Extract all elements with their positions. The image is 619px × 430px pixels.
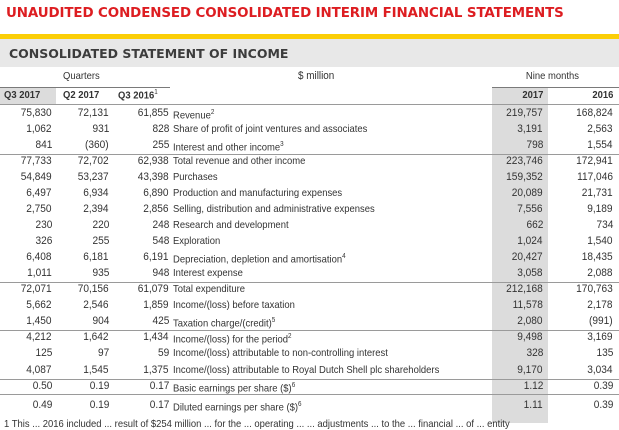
q3-2017-value: 0.50 [32,380,52,392]
nine-months-2017-value: 223,746 [506,155,543,167]
nine-months-2017-value: 3,058 [517,267,543,279]
line-item-label [173,201,375,217]
page-heading: UNAUDITED CONDENSED CONSOLIDATED INTERIM FINANCIAL STATEMENTS [6,6,564,21]
q2-2017-value: 2,394 [83,203,109,215]
nine-months-2017-value: 20,089 [512,187,543,199]
table-row [0,362,619,378]
q2-2017-value: 935 [92,267,109,279]
nine-months-2016-value: 168,824 [576,107,613,119]
nine-months-2017-value: 3,191 [517,123,543,135]
q3-2017-value: 54,849 [21,171,52,183]
nine-months-2016-value: 3,169 [587,331,613,343]
q3-2017-value: 75,830 [21,107,52,119]
line-item-label [173,345,388,361]
q3-2017-header: Q3 2017 [4,89,41,101]
line-item-text: Selling, distribution and administrative expenses [173,203,375,215]
statement-title: CONSOLIDATED STATEMENT OF INCOME [9,46,289,61]
nine-months-2016-value: 21,731 [582,187,613,199]
q3-2016-value: 43,398 [138,171,169,183]
table-row [0,233,619,249]
footnote-marker: 3 [280,141,284,148]
q3-2016-value: 62,938 [138,155,169,167]
q3-2016-value: 59 [157,347,169,359]
line-item-text: Share of profit of joint ventures and associates [173,123,368,135]
line-item-text: Income/(loss) before taxation [173,299,295,311]
nine-months-2017-value: 219,757 [506,107,543,119]
nine-months-2016-value: 0.39 [593,399,613,411]
q3-2016-value: 425 [152,315,169,327]
q3-2016-value: 1,434 [143,331,169,343]
q2-2017-value: 97 [97,347,109,359]
footnote-marker: 6 [291,382,296,389]
q2-2017-value: 931 [92,123,109,135]
table-row [0,297,619,313]
q3-2016-value: 6,890 [143,187,169,199]
table-row [0,217,619,233]
nine-months-2016-value: 0.39 [593,380,613,392]
q3-2016-value: 248 [152,219,169,231]
nine-months-2017-value: 212,168 [506,283,543,295]
line-item-label [173,397,302,416]
nine-months-2016-header: 2016 [591,89,613,101]
line-item-text: Taxation charge/(credit) [173,317,272,330]
q2-2017-value: 1,642 [83,331,109,343]
nine-months-2017-value: 2,080 [517,315,543,327]
q3-2017-value: 6,408 [26,251,52,263]
table-row [0,201,619,217]
q3-2017-value: 72,071 [21,283,52,295]
table-row [0,137,619,153]
line-item-text: Basic earnings per share ($) [173,382,292,395]
q3-2016-value: 2,856 [143,203,169,215]
q3-2016-value: 548 [152,235,169,247]
line-item-text: Diluted earnings per share ($) [173,401,299,414]
nine-months-2016-value: 734 [596,219,613,231]
q2-2017-header: Q2 2017 [63,89,100,101]
q2-2017-value: 0.19 [89,380,109,392]
q2-2017-value: 255 [92,235,109,247]
q3-2017-value: 4,212 [26,331,52,343]
q3-2017-value: 0.49 [32,399,52,411]
q3-2017-value: 1,062 [26,123,52,135]
nine-months-2017-value: 9,498 [517,331,543,343]
q3-2016-value: 1,375 [143,364,169,376]
q2-2017-value: 6,934 [83,187,109,199]
table-row [0,265,619,281]
nine-months-2016-value: 170,763 [576,283,613,295]
line-item-label [173,362,439,378]
line-item-text: Interest expense [173,267,243,279]
footnote-fragment: 1 This ... 2016 included ... result of $254 million ... for the ... operating ... ... adjustments ... to the ... financial ... of ... entity [4,418,510,430]
nine-months-2016-value: 172,941 [576,155,613,167]
footnote-marker: 6 [298,401,302,408]
q2-2017-value: 0.19 [89,399,109,411]
nine-months-2016-value: 2,178 [587,299,613,311]
q2-2017-value: 53,237 [78,171,109,183]
q3-2016-header [118,89,158,102]
nine-months-2017-value: 1.12 [523,380,543,392]
nine-months-2017-value: 798 [526,139,543,151]
line-item-label [173,169,218,185]
line-item-label [173,121,367,137]
nine-months-2017-value: 328 [526,347,543,359]
nine-months-2017-value: 20,427 [512,251,543,263]
nine-months-2017-value: 11,578 [512,299,543,311]
nine-months-2017-value: 7,556 [517,203,543,215]
q2-2017-value: 1,545 [83,364,109,376]
line-item-label [173,153,305,169]
q3-2016-value: 1,859 [143,299,169,311]
q3-2016-value: 948 [152,267,169,279]
q2-2017-value: 220 [92,219,109,231]
line-item-text: Production and manufacturing expenses [173,187,343,199]
line-item-label [173,217,289,233]
q2-2017-value: 72,702 [78,155,109,167]
q3-2017-value: 1,011 [27,267,52,279]
nine-months-2016-value: 2,563 [587,123,613,135]
nine-months-2017-value: 1.11 [524,399,543,411]
line-item-label [173,185,342,201]
line-item-text: Total revenue and other income [173,155,306,167]
q3-2016-value: 0.17 [149,399,169,411]
line-item-label [173,265,243,281]
nine-months-2017-header: 2017 [521,89,543,101]
nine-months-2016-value: 135 [596,347,613,359]
nine-months-2017-value: 662 [526,219,543,231]
table-row [0,105,619,121]
line-item-label [173,297,295,313]
nine-months-2016-value: 1,554 [587,139,613,151]
line-item-text: Income/(loss) for the period [173,333,289,346]
q3-2017-value: 6,497 [26,187,52,199]
q3-2016-header-note: 1 [154,89,158,96]
line-item-text: Exploration [173,235,221,247]
table-row [0,345,619,361]
nine-months-2016-value: 9,189 [587,203,613,215]
q3-2017-value: 230 [35,219,52,231]
nine-months-2016-value: 1,540 [587,235,613,247]
nine-months-2016-value: 2,088 [587,267,613,279]
quarters-rule [0,87,170,88]
footnote-marker: 4 [342,253,346,260]
q2-2017-value: (360) [85,139,109,151]
footnote-marker: 2 [210,109,215,116]
nine-months-2016-value: 3,034 [587,364,613,376]
table-row [0,169,619,185]
footnote-marker: 5 [271,317,276,324]
q2-2017-value: 70,156 [78,283,109,295]
line-item-label [173,281,245,297]
line-item-text: Income/(loss) attributable to non-controlling interest [173,347,388,359]
nine-months-2017-value: 1,024 [517,235,543,247]
q3-2017-value: 4,087 [26,364,52,376]
table-row [0,313,619,329]
unit-header: $ million [298,70,335,82]
nine-months-2017-value: 9,170 [517,364,543,376]
q3-2016-header-text: Q3 2016 [118,89,155,102]
q2-2017-value: 6,181 [83,251,109,263]
nine-months-header: Nine months [525,70,579,82]
table-row [0,249,619,265]
eps-rule [0,394,619,395]
q3-2017-value: 841 [35,139,52,151]
table-row [0,329,619,345]
table-row [0,281,619,297]
line-item-text: Income/(loss) attributable to Royal Dutch Shell plc shareholders [173,364,440,376]
q2-2017-value: 72,131 [78,107,109,119]
line-item-text: Revenue [173,109,211,122]
line-item-text: Research and development [173,219,289,231]
q3-2016-value: 255 [152,139,169,151]
nine-months-2017-value: 159,352 [506,171,543,183]
table-row [0,397,619,413]
q3-2017-value: 326 [35,235,52,247]
q3-2017-value: 1,450 [26,315,52,327]
line-item-text: Depreciation, depletion and amortisation [173,253,343,266]
q3-2016-value: 61,855 [138,107,169,119]
q2-2017-value: 904 [92,315,109,327]
q3-2016-value: 0.17 [149,380,169,392]
table-row [0,378,619,394]
nine-months-2016-value: 18,435 [582,251,613,263]
table-row [0,121,619,137]
table-row [0,185,619,201]
q3-2017-value: 77,733 [21,155,52,167]
footnote-marker: 2 [288,333,292,340]
q3-2016-value: 6,191 [143,251,169,263]
line-item-text: Total expenditure [173,283,245,295]
nine-months-2016-value: (991) [589,315,613,327]
q3-2016-value: 828 [152,123,169,135]
q3-2017-value: 125 [35,347,52,359]
nine-months-rule [492,87,619,88]
q2-2017-value: 2,546 [83,299,109,311]
line-item-text: Interest and other income [173,141,281,154]
table-row [0,153,619,169]
line-item-text: Purchases [173,171,218,183]
q3-2017-value: 2,750 [26,203,52,215]
q3-2016-value: 61,079 [138,283,169,295]
line-item-label [173,233,220,249]
quarters-header: Quarters [63,70,100,82]
nine-months-2016-value: 117,046 [577,171,613,183]
q3-2017-value: 5,662 [26,299,52,311]
